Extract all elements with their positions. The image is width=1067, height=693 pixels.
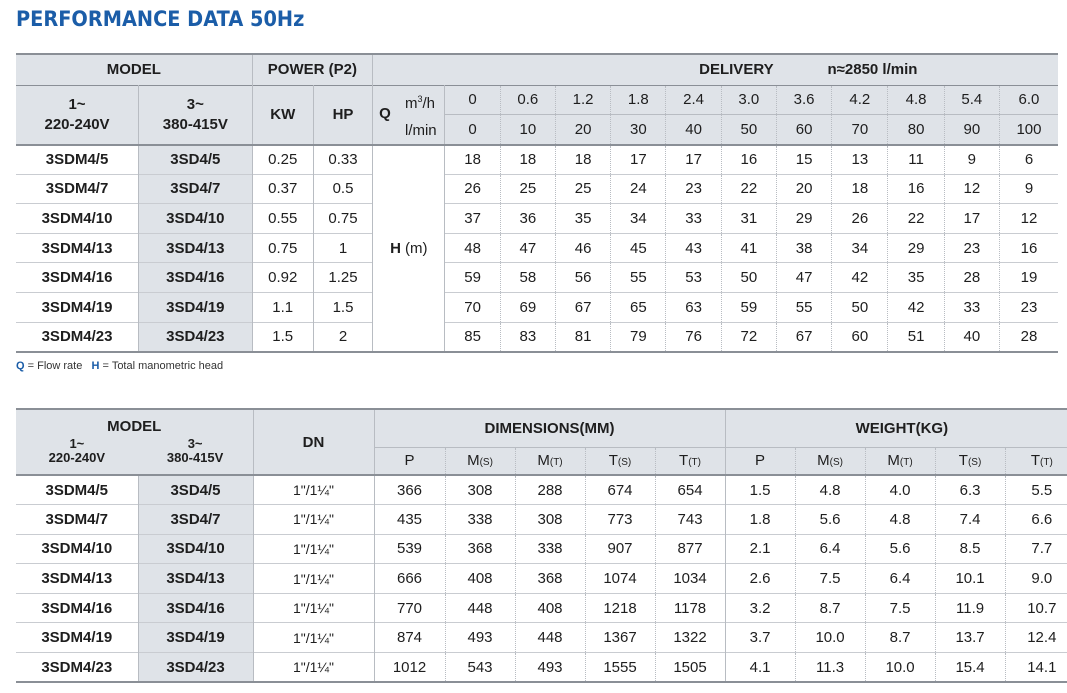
- perf-row: [16, 145, 1058, 175]
- dimension-cell: 770: [374, 593, 445, 623]
- kw-cell: 0.37: [252, 174, 313, 204]
- subcol-main: T: [1030, 452, 1041, 470]
- dims-subcol-header: [585, 447, 655, 475]
- dims-subcol-header: [865, 447, 935, 475]
- q-lmin-cell: 100: [1016, 120, 1042, 138]
- head-value-cell: 20: [776, 174, 831, 204]
- weight-cell: 12.4: [1005, 623, 1067, 653]
- weight-cell: 10.0: [865, 653, 935, 683]
- model-1ph-cell: 3SDM4/19: [16, 292, 139, 322]
- head-value-cell: 29: [776, 204, 831, 234]
- perf-row: [16, 292, 1058, 322]
- model-3ph-cell: 3SD4/13: [139, 233, 253, 263]
- dimension-cell: 654: [655, 475, 725, 505]
- dims-row: [16, 505, 1067, 535]
- model-1ph-cell: 3SDM4/23: [16, 653, 138, 683]
- q-lmin-cell: 40: [666, 115, 721, 145]
- head-value-cell: 18: [555, 145, 610, 175]
- head-value-cell: 59: [445, 263, 500, 293]
- weight-cell: 4.8: [865, 505, 935, 535]
- head-value-cell: 79: [611, 322, 666, 352]
- head-value-cell: 34: [611, 204, 666, 234]
- head-value-cell: 33: [666, 204, 721, 234]
- head-value-cell: 50: [832, 292, 888, 322]
- head-value-cell: 16: [888, 174, 944, 204]
- legend: [16, 360, 223, 372]
- dimensions-header: DIMENSIONS(MM): [374, 409, 725, 447]
- dimension-cell: 1555: [585, 653, 655, 683]
- q-m3h-cell: 1.8: [611, 85, 666, 115]
- perf-row: [16, 233, 1058, 263]
- dimension-cell: 1322: [655, 623, 725, 653]
- dn-cell: 1"/1¼": [253, 475, 374, 505]
- kw-cell: 0.55: [252, 204, 313, 234]
- head-value-cell: 35: [555, 204, 610, 234]
- legend-h-symbol: H: [91, 360, 100, 372]
- kw-cell: 0.25: [252, 145, 313, 175]
- weight-cell: 6.3: [935, 475, 1005, 505]
- kw-cell: 1.5: [252, 322, 313, 352]
- subcol-sub: (T): [688, 457, 701, 469]
- head-value-cell: 9: [999, 174, 1058, 204]
- head-value-cell: 53: [666, 263, 721, 293]
- dimension-cell: 338: [515, 534, 585, 564]
- dimension-cell: 877: [655, 534, 725, 564]
- kw-header: KW: [252, 85, 313, 145]
- head-value-cell: 33: [944, 292, 999, 322]
- head-value-cell: 42: [888, 292, 944, 322]
- head-value-cell: 70: [445, 292, 500, 322]
- model-1ph-cell: 3SDM4/19: [16, 623, 138, 653]
- model-3ph-cell: 3SD4/5: [139, 145, 253, 175]
- q-m3h-cell: 0: [445, 85, 500, 115]
- dimension-cell: 543: [445, 653, 515, 683]
- head-value-cell: 83: [500, 322, 555, 352]
- head-value-cell: 26: [832, 204, 888, 234]
- head-value-cell: 47: [776, 263, 831, 293]
- subcol-main: M: [537, 452, 550, 470]
- subcol-main: T: [608, 452, 618, 470]
- kw-cell: 0.75: [252, 233, 313, 263]
- dimension-cell: 408: [515, 593, 585, 623]
- hp-cell: 0.5: [313, 174, 372, 204]
- head-value-cell: 48: [445, 233, 500, 263]
- q-m3h-cell: 1.2: [555, 85, 610, 115]
- hp-cell: 2: [313, 322, 372, 352]
- model-3ph-cell: 3SD4/23: [139, 322, 253, 352]
- q-unit-lmin: l/min: [404, 121, 437, 139]
- perf-row: [16, 263, 1058, 293]
- subcol-sub: (S): [617, 457, 632, 469]
- perf-row: [16, 204, 1058, 234]
- three-phase-header: 3~ 380-415V: [139, 85, 253, 145]
- head-value-cell: 29: [888, 233, 944, 263]
- model-3ph-cell: 3SD4/19: [139, 292, 253, 322]
- head-value-cell: 55: [776, 292, 831, 322]
- head-value-cell: 9: [944, 145, 999, 175]
- subcol-main: M: [817, 452, 830, 470]
- delivery-header: [373, 54, 1058, 85]
- speed-label: n≈2850 l/min: [827, 61, 918, 79]
- head-value-cell: 19: [999, 263, 1058, 293]
- dimension-cell: 448: [515, 623, 585, 653]
- dims-subcol-header: [515, 447, 585, 475]
- perf-row: [16, 322, 1058, 352]
- dimension-cell: 539: [374, 534, 445, 564]
- dimension-cell: 408: [445, 564, 515, 594]
- dims-row: [16, 593, 1067, 623]
- hp-cell: 1: [313, 233, 372, 263]
- head-value-cell: 11: [888, 145, 944, 175]
- model-3ph-cell: 3SD4/13: [138, 564, 253, 594]
- weight-cell: 14.1: [1005, 653, 1067, 683]
- hp-cell: 1.5: [313, 292, 372, 322]
- weight-cell: 10.0: [795, 623, 865, 653]
- q-m3h-cell: 0.6: [500, 85, 555, 115]
- weight-cell: 11.9: [935, 593, 1005, 623]
- legend-q-text: = Flow rate: [27, 360, 83, 372]
- head-value-cell: 60: [832, 322, 888, 352]
- weight-cell: 5.6: [795, 505, 865, 535]
- dims-row: [16, 475, 1067, 505]
- dn-cell: 1"/1¼": [253, 505, 374, 535]
- model-3ph-cell: 3SD4/10: [139, 204, 253, 234]
- head-value-cell: 45: [611, 233, 666, 263]
- head-value-cell: 38: [776, 233, 831, 263]
- dimension-cell: 1218: [585, 593, 655, 623]
- dimension-cell: 666: [374, 564, 445, 594]
- dims-3ph: 3~: [187, 436, 203, 451]
- head-value-cell: 46: [555, 233, 610, 263]
- dimension-cell: 1367: [585, 623, 655, 653]
- model-1ph-cell: 3SDM4/7: [16, 505, 138, 535]
- page-title: PERFORMANCE DATA 50Hz: [16, 7, 305, 31]
- head-value-cell: 17: [611, 145, 666, 175]
- model-3ph-cell: 3SD4/5: [138, 475, 253, 505]
- model-3ph-cell: 3SD4/23: [138, 653, 253, 683]
- weight-cell: 5.6: [865, 534, 935, 564]
- weight-cell: 15.4: [935, 653, 1005, 683]
- subcol-main: T: [679, 452, 689, 470]
- head-value-cell: 37: [445, 204, 500, 234]
- weight-cell: 9.0: [1005, 564, 1067, 594]
- dimension-cell: 874: [374, 623, 445, 653]
- hp-cell: 0.75: [313, 204, 372, 234]
- head-value-cell: 28: [999, 322, 1058, 352]
- head-label-cell: [373, 145, 445, 352]
- dims-subcol-header: [655, 447, 725, 475]
- head-value-cell: 56: [555, 263, 610, 293]
- dn-cell: 1"/1¼": [253, 653, 374, 683]
- dimension-cell: 308: [515, 505, 585, 535]
- head-value-cell: 23: [999, 292, 1058, 322]
- dims-model-title: MODEL: [107, 418, 162, 435]
- weight-cell: 8.5: [935, 534, 1005, 564]
- weight-cell: 6.4: [795, 534, 865, 564]
- head-value-cell: 16: [721, 145, 776, 175]
- delivery-label: DELIVERY: [699, 61, 774, 79]
- dn-cell: 1"/1¼": [253, 564, 374, 594]
- q-m3h-cell: 3.6: [776, 85, 831, 115]
- head-value-cell: 50: [721, 263, 776, 293]
- performance-table: [16, 53, 1058, 353]
- weight-cell: 1.5: [725, 475, 795, 505]
- head-value-cell: 36: [500, 204, 555, 234]
- head-value-cell: 23: [666, 174, 721, 204]
- dimension-cell: 743: [655, 505, 725, 535]
- head-value-cell: 25: [555, 174, 610, 204]
- head-value-cell: 42: [832, 263, 888, 293]
- weight-cell: 7.4: [935, 505, 1005, 535]
- kw-cell: 1.1: [252, 292, 313, 322]
- model-1ph-cell: 3SDM4/10: [16, 204, 139, 234]
- q-m3h-cell: 4.2: [832, 85, 888, 115]
- head-value-cell: 6: [1024, 151, 1034, 169]
- subcol-sub: (T): [899, 457, 913, 469]
- single-phase-header: 1~ 220-240V: [16, 85, 139, 145]
- head-value-cell: 35: [888, 263, 944, 293]
- weight-cell: 2.6: [725, 564, 795, 594]
- model-1ph-cell: 3SDM4/16: [16, 263, 139, 293]
- subcol-sub: (S): [967, 457, 982, 469]
- head-value-cell: 76: [666, 322, 721, 352]
- weight-cell: 6.4: [865, 564, 935, 594]
- dims-row: [16, 623, 1067, 653]
- head-value-cell: 18: [445, 145, 500, 175]
- legend-h-text: = Total manometric head: [102, 360, 224, 372]
- head-value-cell: 67: [776, 322, 831, 352]
- dimension-cell: 368: [445, 534, 515, 564]
- hp-cell: 1.25: [313, 263, 372, 293]
- dimension-cell: 435: [374, 505, 445, 535]
- head-value-cell: 81: [555, 322, 610, 352]
- head-value-cell: 18: [832, 174, 888, 204]
- head-value-cell: 18: [500, 145, 555, 175]
- dimension-cell: 1074: [585, 564, 655, 594]
- q-units-header: [373, 85, 445, 145]
- head-symbol: H: [390, 239, 401, 257]
- head-value-cell: 23: [944, 233, 999, 263]
- dimension-cell: 493: [445, 623, 515, 653]
- q-m3h-cell: 5.4: [944, 85, 999, 115]
- weight-cell: 4.8: [795, 475, 865, 505]
- subcol-sub: (T): [549, 457, 563, 469]
- head-value-cell: 69: [500, 292, 555, 322]
- q-lmin-cell: 10: [500, 115, 555, 145]
- head-value-cell: 12: [999, 204, 1058, 234]
- weight-cell: 13.7: [935, 623, 1005, 653]
- subcol-sub: (S): [479, 457, 493, 469]
- head-value-cell: 17: [944, 204, 999, 234]
- q-lmin-cell: 60: [776, 115, 831, 145]
- model-1ph-cell: 3SDM4/23: [16, 322, 139, 352]
- subcol-main: M: [467, 452, 480, 470]
- dimension-cell: 338: [445, 505, 515, 535]
- weight-cell: 8.7: [865, 623, 935, 653]
- head-value-cell: 16: [999, 233, 1058, 263]
- subcol-sub: (S): [829, 457, 843, 469]
- weight-cell: 4.1: [725, 653, 795, 683]
- dims-subcol-header: [935, 447, 1005, 475]
- dimension-cell: 1178: [655, 593, 725, 623]
- q-m3h-cell: 2.4: [666, 85, 721, 115]
- head-value-cell: 59: [721, 292, 776, 322]
- head-value-cell: 17: [666, 145, 721, 175]
- dn-cell: 1"/1¼": [253, 534, 374, 564]
- model-1ph-cell: 3SDM4/13: [16, 233, 139, 263]
- weight-cell: 2.1: [725, 534, 795, 564]
- model-1ph-cell: 3SDM4/7: [16, 174, 139, 204]
- head-value-cell: 31: [721, 204, 776, 234]
- head-value-cell: 22: [721, 174, 776, 204]
- model-1ph-cell: 3SDM4/16: [16, 593, 138, 623]
- q-lmin-cell: 90: [944, 115, 999, 145]
- dims-subcol-header: [445, 447, 515, 475]
- q-lmin-cell: 50: [721, 115, 776, 145]
- dimension-cell: 674: [585, 475, 655, 505]
- subcol-main: M: [887, 452, 900, 470]
- dimension-cell: 1012: [374, 653, 445, 683]
- subcol-main: P: [404, 452, 415, 470]
- dims-row: [16, 534, 1067, 564]
- power-header: POWER (P2): [252, 54, 373, 85]
- dimension-cell: 1034: [655, 564, 725, 594]
- dn-cell: 1"/1¼": [253, 623, 374, 653]
- dn-cell: 1"/1¼": [253, 593, 374, 623]
- q-unit-m3h: $m^3/h$: [404, 93, 436, 112]
- dimensions-table: [16, 408, 1067, 683]
- dn-header: DN: [253, 409, 374, 475]
- weight-cell: 11.3: [795, 653, 865, 683]
- weight-cell: 10.1: [935, 564, 1005, 594]
- model-3ph-cell: 3SD4/19: [138, 623, 253, 653]
- head-value-cell: 25: [500, 174, 555, 204]
- dims-3ph-v: 380-415V: [166, 450, 224, 465]
- model-3ph-cell: 3SD4/7: [138, 505, 253, 535]
- q-m3h-cell: 3.0: [721, 85, 776, 115]
- weight-cell: 10.7: [1005, 593, 1067, 623]
- dims-subcol-header: [374, 447, 445, 475]
- subcol-main: T: [958, 452, 968, 470]
- dims-subcol-header: [1005, 447, 1067, 475]
- head-value-cell: 55: [611, 263, 666, 293]
- head-value-cell: 72: [721, 322, 776, 352]
- weight-cell: 1.8: [725, 505, 795, 535]
- model-3ph-cell: 3SD4/16: [138, 593, 253, 623]
- head-value-cell: 15: [776, 145, 831, 175]
- head-value-cell: 13: [832, 145, 888, 175]
- model-3ph-cell: 3SD4/7: [139, 174, 253, 204]
- head-value-cell: 43: [666, 233, 721, 263]
- head-unit: (m): [404, 239, 428, 257]
- head-value-cell: 12: [944, 174, 999, 204]
- dims-subcol-header: [795, 447, 865, 475]
- dims-subcol-header: [725, 447, 795, 475]
- head-value-cell: 34: [832, 233, 888, 263]
- head-value-cell: 28: [944, 263, 999, 293]
- weight-cell: 3.2: [725, 593, 795, 623]
- weight-header: WEIGHT(KG): [725, 409, 1067, 447]
- dims-row: [16, 653, 1067, 683]
- subcol-main: P: [755, 452, 766, 470]
- head-value-cell: 24: [611, 174, 666, 204]
- head-value-cell: 63: [666, 292, 721, 322]
- dimension-cell: 368: [515, 564, 585, 594]
- weight-cell: 7.5: [865, 593, 935, 623]
- weight-cell: 7.5: [795, 564, 865, 594]
- dims-model-header: [16, 409, 253, 475]
- legend-q-symbol: Q: [16, 360, 25, 372]
- dimension-cell: 308: [445, 475, 515, 505]
- dimension-cell: 493: [515, 653, 585, 683]
- head-value-cell: 67: [555, 292, 610, 322]
- dimension-cell: 907: [585, 534, 655, 564]
- head-value-cell: 40: [944, 322, 999, 352]
- q-m3h-cell: 6.0: [999, 85, 1058, 115]
- q-lmin-cell: 80: [888, 115, 944, 145]
- model-1ph-cell: 3SDM4/10: [16, 534, 138, 564]
- q-m3h-cell: 4.8: [888, 85, 944, 115]
- model-3ph-cell: 3SD4/10: [138, 534, 253, 564]
- head-value-cell: 65: [611, 292, 666, 322]
- model-1ph-cell: 3SDM4/5: [16, 475, 138, 505]
- model-3ph-cell: 3SD4/16: [139, 263, 253, 293]
- model-1ph-cell: 3SDM4/5: [16, 145, 139, 175]
- dimension-cell: 773: [585, 505, 655, 535]
- dimension-cell: 366: [374, 475, 445, 505]
- hp-cell: 0.33: [313, 145, 372, 175]
- weight-cell: 7.7: [1005, 534, 1067, 564]
- weight-cell: 6.6: [1005, 505, 1067, 535]
- q-lmin-cell: 70: [832, 115, 888, 145]
- head-value-cell: 41: [721, 233, 776, 263]
- dimension-cell: 448: [445, 593, 515, 623]
- head-value-cell: 26: [445, 174, 500, 204]
- q-lmin-cell: 0: [445, 115, 500, 145]
- weight-cell: 5.5: [1031, 481, 1053, 499]
- q-symbol: Q: [379, 105, 391, 123]
- head-value-cell: 85: [445, 322, 500, 352]
- model-header: MODEL: [16, 54, 252, 85]
- q-lmin-cell: 20: [555, 115, 610, 145]
- weight-cell: 4.0: [865, 475, 935, 505]
- dims-row: [16, 564, 1067, 594]
- head-value-cell: 58: [500, 263, 555, 293]
- model-1ph-cell: 3SDM4/13: [16, 564, 138, 594]
- perf-row: [16, 174, 1058, 204]
- dimension-cell: 288: [515, 475, 585, 505]
- subcol-sub: (T): [1040, 457, 1053, 469]
- head-value-cell: 47: [500, 233, 555, 263]
- dimension-cell: 1505: [655, 653, 725, 683]
- dims-1ph-v: 220-240V: [48, 450, 106, 465]
- kw-cell: 0.92: [252, 263, 313, 293]
- dims-1ph: 1~: [69, 436, 85, 451]
- head-value-cell: 51: [888, 322, 944, 352]
- head-value-cell: 22: [888, 204, 944, 234]
- q-lmin-cell: 30: [611, 115, 666, 145]
- hp-header: HP: [313, 85, 372, 145]
- weight-cell: 8.7: [795, 593, 865, 623]
- weight-cell: 3.7: [725, 623, 795, 653]
